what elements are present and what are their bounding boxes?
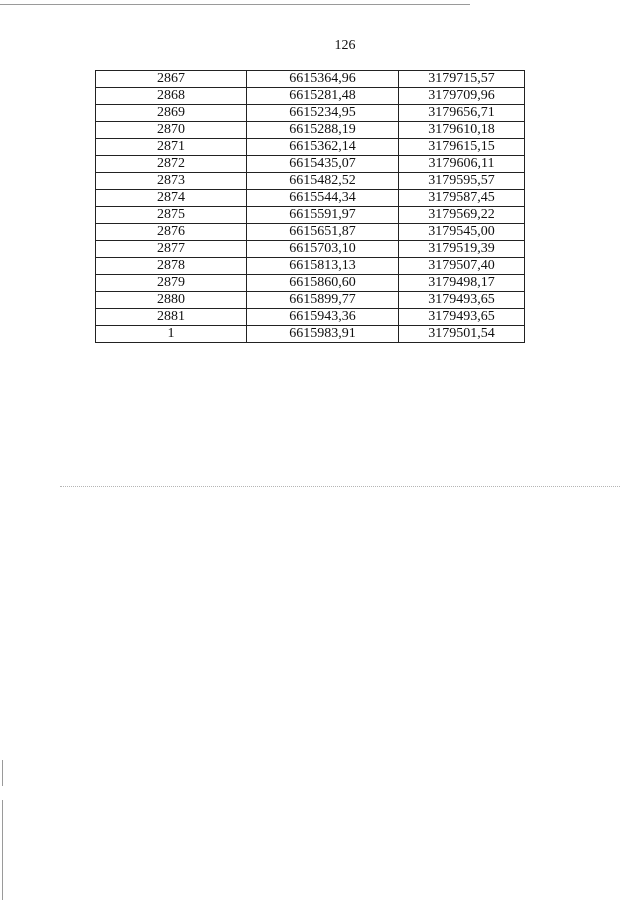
table-row (96, 122, 525, 139)
y-coordinate-cell: 3179587,45 (399, 190, 525, 207)
y-coordinate-cell: 3179709,96 (399, 88, 525, 105)
table-row (96, 207, 525, 224)
y-coordinate-cell: 3179501,54 (399, 326, 525, 343)
coordinates-table-body (96, 71, 525, 343)
table-row (96, 71, 525, 88)
x-coordinate-cell: 6615544,34 (247, 190, 399, 207)
x-coordinate-cell: 6615703,10 (247, 241, 399, 258)
y-coordinate-cell: 3179615,15 (399, 139, 525, 156)
x-coordinate-cell: 6615899,77 (247, 292, 399, 309)
point-number-cell: 2876 (96, 224, 247, 241)
y-coordinate-cell: 3179498,17 (399, 275, 525, 292)
table-row (96, 173, 525, 190)
x-coordinate-cell: 6615288,19 (247, 122, 399, 139)
y-coordinate-cell: 3179610,18 (399, 122, 525, 139)
table-row (96, 309, 525, 326)
x-coordinate-cell: 6615435,07 (247, 156, 399, 173)
y-coordinate-cell: 3179507,40 (399, 258, 525, 275)
y-coordinate-cell: 3179493,65 (399, 292, 525, 309)
table-row (96, 241, 525, 258)
table-row (96, 156, 525, 173)
point-number-cell: 2879 (96, 275, 247, 292)
x-coordinate-cell: 6615983,91 (247, 326, 399, 343)
y-coordinate-cell: 3179606,11 (399, 156, 525, 173)
y-coordinate-cell: 3179545,00 (399, 224, 525, 241)
margin-scan-mark (2, 800, 3, 900)
point-number-cell: 2875 (96, 207, 247, 224)
table-row (96, 224, 525, 241)
x-coordinate-cell: 6615591,97 (247, 207, 399, 224)
table-row (96, 88, 525, 105)
y-coordinate-cell: 3179519,39 (399, 241, 525, 258)
margin-scan-mark (2, 760, 3, 786)
table-row (96, 190, 525, 207)
coordinates-table (95, 70, 525, 343)
point-number-cell: 2872 (96, 156, 247, 173)
point-number-cell: 2870 (96, 122, 247, 139)
y-coordinate-cell: 3179595,57 (399, 173, 525, 190)
table-row (96, 105, 525, 122)
x-coordinate-cell: 6615362,14 (247, 139, 399, 156)
x-coordinate-cell: 6615943,36 (247, 309, 399, 326)
point-number-cell: 2873 (96, 173, 247, 190)
point-number-cell: 2867 (96, 71, 247, 88)
table-row (96, 139, 525, 156)
table-row (96, 258, 525, 275)
point-number-cell: 2878 (96, 258, 247, 275)
y-coordinate-cell: 3179569,22 (399, 207, 525, 224)
y-coordinate-cell: 3179493,65 (399, 309, 525, 326)
point-number-cell: 2868 (96, 88, 247, 105)
point-number-cell: 2874 (96, 190, 247, 207)
x-coordinate-cell: 6615482,52 (247, 173, 399, 190)
scan-artifact-line (60, 486, 620, 487)
top-edge-rule (0, 4, 470, 5)
y-coordinate-cell: 3179656,71 (399, 105, 525, 122)
table-row (96, 326, 525, 343)
point-number-cell: 2880 (96, 292, 247, 309)
x-coordinate-cell: 6615860,60 (247, 275, 399, 292)
x-coordinate-cell: 6615813,13 (247, 258, 399, 275)
x-coordinate-cell: 6615281,48 (247, 88, 399, 105)
point-number-cell: 2871 (96, 139, 247, 156)
table-row (96, 292, 525, 309)
table-row (96, 275, 525, 292)
point-number-cell: 2881 (96, 309, 247, 326)
point-number-cell: 2869 (96, 105, 247, 122)
x-coordinate-cell: 6615364,96 (247, 71, 399, 88)
page-number: 126 (334, 38, 356, 53)
point-number-cell: 2877 (96, 241, 247, 258)
x-coordinate-cell: 6615651,87 (247, 224, 399, 241)
y-coordinate-cell: 3179715,57 (399, 71, 525, 88)
point-number-cell: 1 (96, 326, 247, 343)
x-coordinate-cell: 6615234,95 (247, 105, 399, 122)
